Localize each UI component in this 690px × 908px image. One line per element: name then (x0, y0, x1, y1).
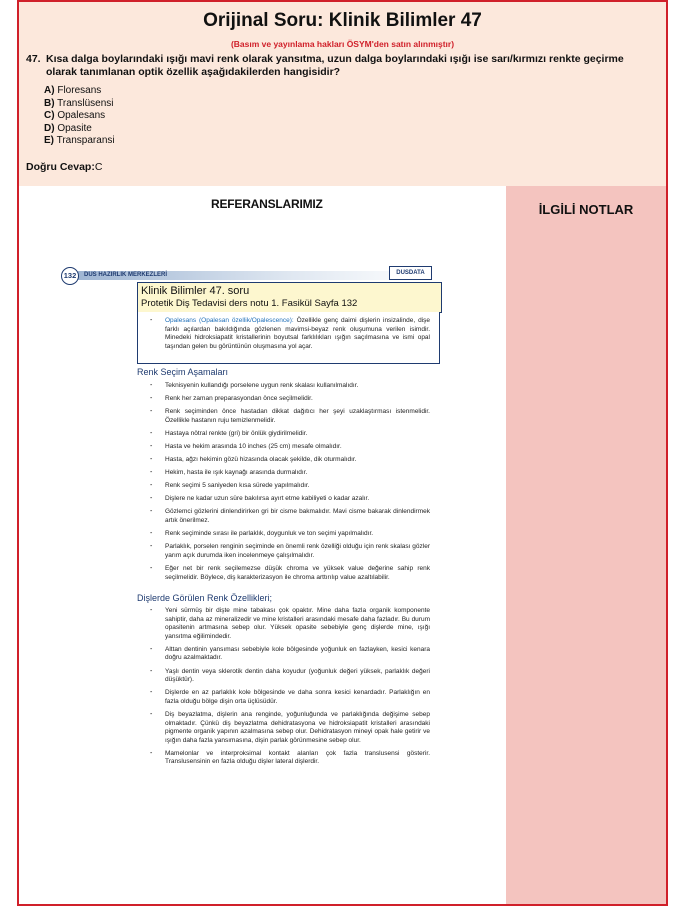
list-item: - Hasta ve hekim arasında 10 inches (25 cm) mesafe olmalıdır. (150, 443, 430, 452)
list-item: - Gözlemci gözlerini dinlendirirken gri bir cisme bakmalıdır. Mavi cisme bakarak dinlendirmek artık önerilmez. (150, 508, 430, 525)
list-item: - Alttan dentinin yansıması sebebiyle kole bölgesinde yoğunluk en fazlayken, kesici kenara doğru azalmaktadır. (150, 645, 430, 662)
question-body: Kısa dalga boylarındaki ışığı mavi renk olarak yansıtma, uzun dalga boylarındaki ışığı ise sarı/kırmızı renkte geçirme olarak tanımlanan optik özellik aşağıdakilerden hangisidir? (46, 53, 624, 78)
list-item: - Hasta, ağzı hekimin gözü hizasında olacak şekilde, dik oturmalıdır. (150, 456, 430, 465)
option-text: Transparansi (56, 135, 115, 146)
copyright-notice: (Basım ve yayınlama hakları ÖSYM'den satın alınmıştır) (230, 39, 455, 49)
list-item-text: Eğer net bir renk seçilemezse düşük chroma ve yüksek value değerine sahip renk seçilmelidir. Böylece, diş karakterizasyon ile chroma arttırılıp value azaltılabilir. (165, 564, 430, 581)
opalescence-term: Opalesans (Opalesan özellik/Opalescence): (165, 317, 294, 324)
publisher-logo: DUSDATA (389, 266, 432, 280)
option-text: Opalesans (57, 110, 106, 121)
option-text: Floresans (57, 85, 102, 96)
opalescence-text: Özellikle genç daimi dişlerin insizalinde, dişe farklı açılardan bakıldığında gözlenen mavimsi-beyaz renk oluşumuna verilen isimdir. Minedeki hidroksiapatit kristallerinin boyutsal farklılıkları ışığın saçılmasına ve ismi opal taşından gelen bu görüntünün oluşmasına yol açar. (165, 317, 430, 350)
list-item: - Renk seçiminden önce hastadan dikkat dağıtıcı her şeyi uzaklaştırması istenmelidir. Özellikle hastanın ruju temizlenmelidir. (150, 408, 430, 424)
list-item-text: Hekim, hasta ile ışık kaynağı arasında durmalıdır. (165, 469, 308, 477)
list-item-text: Dişlere ne kadar uzun süre bakılırsa ayırt etme kabiliyeti o kadar azalır. (165, 495, 370, 503)
list-item-text: Gözlemci gözlerini dinlendirirken gri bir cisme bakmalıdır. Mavi cisme bakarak dinlendirmek artık önerilmez. (165, 508, 430, 525)
list-item: - Yeni sürmüş bir dişte mine tabakası çok opaktır. Mine daha fazla organik komponente sahiptir, daha az mineralizedir ve mine kristalleri arasındaki mesafe daha fazladır. Bu durum opasitenin artmasına sebep olur. Yüksek opasite sebebiyle genç dişlerde mine, ışığı yansıtma eğilimindedir. (150, 607, 430, 640)
list-item-text: Dişlerde en az parlaklık kole bölgesinde ve daha sonra kesici kenardadır. Parlaklığın en fazla olduğu bölge dişin orta üçlüsüdür. (165, 689, 430, 705)
list-item-text: Renk seçiminden önce hastadan dikkat dağıtıcı her şeyi uzaklaştırması istenmelidir. Özellikle hastanın ruju temizlenmelidir. (165, 408, 430, 424)
book-page-number: 132 (61, 267, 79, 285)
list-item: - Renk seçimi 5 saniyeden kısa sürede yapılmalıdır. (150, 482, 430, 491)
book-header-text: DUS HAZIRLIK MERKEZLERİ (84, 272, 167, 278)
list-item: - Dişlerde en az parlaklık kole bölgesinde ve daha sonra kesici kenardadır. Parlaklığın en fazla olduğu bölge dişin orta üçlüsüdür. (150, 689, 430, 705)
list-item-text: Mamelonlar ve interproksimal kontakt alanları çok fazla translusensi gösterir. Translusensinin en fazla olduğu dişler lateral dişlerdir. (165, 749, 430, 766)
option-letter: C) (44, 110, 55, 121)
option-text: Translüsensi (57, 97, 114, 109)
list-item: - Dişlere ne kadar uzun süre bakılırsa ayırt etme kabiliyeti o kadar azalır. (150, 495, 430, 504)
option-letter: E) (44, 135, 54, 146)
list-item: - Renk seçiminde sırası ile parlaklık, doygunluk ve ton seçimi yapılmalıdır. (150, 530, 430, 539)
list-item-text: Yeni sürmüş bir dişte mine tabakası çok opaktır. Mine daha fazla organik komponente sahiptir, daha az mineralizedir ve mine kristalleri arasındaki mesafe daha fazladır. Bu durum opasitenin artmasına sebep olur. Yüksek opasite sebebiyle genç dişlerde mine, ışığı yansıtma eğilimindedir. (165, 607, 430, 640)
list-item-text: Renk seçiminde sırası ile parlaklık, doygunluk ve ton seçimi yapılmalıdır. (165, 530, 374, 538)
list-item-text: Hasta, ağzı hekimin gözü hizasında olacak şekilde, dik oturmalıdır. (165, 456, 357, 464)
option-letter: D) (44, 122, 55, 134)
list-item: - Parlaklık, porselen renginin seçiminde en önemli renk özelliği olduğu için renk skalası gözler yarım açık durumda iken incelenmeye çalışılmalıdır. (150, 543, 430, 559)
option-letter: B) (44, 97, 55, 109)
page-border (17, 0, 668, 906)
list-item-text: Hastaya nötral renkte (gri) bir önlük giydirilmelidir. (165, 429, 308, 437)
reference-line-2: Protetik Diş Tedavisi ders notu 1. Fasikül Sayfa 132 (141, 298, 358, 309)
list-item-text: Parlaklık, porselen renginin seçiminde en önemli renk özelliği olduğu için renk skalası gözler yarım açık durumda iken incelenmeye çalışılmalıdır. (165, 543, 430, 559)
section-title-tooth-color: Dişlerde Görülen Renk Özellikleri; (137, 593, 273, 603)
answer-label: Doğru Cevap: (26, 161, 95, 173)
list-item: - Teknisyenin kullandığı porselene uygun renk skalası kullanılmalıdır. (150, 382, 430, 391)
list-item: - Diş beyazlatma, dişlerin ana renginde, yoğunluğunda ve parlaklığında değişime sebep olmaktadır. Çünkü diş beyazlatma dehidratasyona ve hidroksiapatit kristalleri arasındaki pigmente organik yapının azalmasına sebep olur. Dehidratasyon mineyi opak hale getirir ve ışığın daha fazla yansımasına, dişin parlak görünmesine sebep olur. (150, 710, 430, 744)
list-item: - Renk her zaman preparasyondan önce seçilmelidir. (150, 395, 430, 404)
list-item: - Hastaya nötral renkte (gri) bir önlük giydirilmelidir. (150, 430, 430, 439)
list-item-text: Diş beyazlatma, dişlerin ana renginde, yoğunluğunda ve parlaklığında değişime sebep olmaktadır. Çünkü diş beyazlatma dehidratasyona ve hidroksiapatit kristalleri arasındaki pigmente organik yapının azalmasına sebep olur. Dehidratasyon mineyi opak hale getirir ve ışığın daha fazla yansımasına, dişin parlak görünmesine sebep olur. (165, 710, 430, 744)
list-item: - Mamelonlar ve interproksimal kontakt alanları çok fazla translusensi gösterir. Translusensinin en fazla olduğu dişler lateral dişlerdir. (150, 749, 430, 766)
opalescence-box: - Opalesans (Opalesan özellik/Opalescence): Özellikle genç daimi dişlerin insizalinde, dişe farklı açılardan bakıldığında gözlenen mavimsi-beyaz renk oluşumuna verilen isimdir. Minedeki hidroksiapatit kristallerinin boyutsal farklılıkları ışığın saçılmasına ve ismi opal taşından gelen bu görüntünün oluşmasına yol açar. (137, 312, 440, 364)
list-item: - Hekim, hasta ile ışık kaynağı arasında durmalıdır. (150, 469, 430, 478)
list-item-text: Renk seçimi 5 saniyeden kısa sürede yapılmalıdır. (165, 482, 310, 490)
list-item-text: Renk her zaman preparasyondan önce seçilmelidir. (165, 395, 313, 403)
list-item-text: Hasta ve hekim arasında 10 inches (25 cm) mesafe olmalıdır. (165, 442, 342, 450)
list-item-text: Yaşlı dentin veya sklerotik dentin daha koyudur (yoğunluk değeri yüksek, parlaklık değeri düşüktür). (165, 667, 430, 684)
question-number: 47. (26, 53, 41, 65)
page-title: Orijinal Soru: Klinik Bilimler 47 (203, 10, 482, 31)
list-item: - Eğer net bir renk seçilemezse düşük chroma ve yüksek value değerine sahip renk seçilmelidir. Böylece, diş karakterizasyon ile chroma arttırılıp value azaltılabilir. (150, 564, 430, 581)
list-item-text: Teknisyenin kullandığı porselene uygun renk skalası kullanılmalıdır. (165, 382, 359, 389)
list-item-text: Alttan dentinin yansıması sebebiyle kole bölgesinde yoğunluk en fazlayken, kesici kenara doğru azalmaktadır. (165, 645, 430, 662)
answer-value: C (94, 161, 103, 173)
notes-title: İLGİLİ NOTLAR (538, 202, 634, 217)
reference-line-1: Klinik Bilimler 47. soru (141, 285, 250, 297)
option-text: Opasite (57, 122, 92, 134)
references-title: REFERANSLARIMIZ (211, 197, 323, 211)
section-title-shade-selection: Renk Seçim Aşamaları (137, 367, 229, 377)
option-letter: A) (44, 85, 55, 96)
list-item: - Yaşlı dentin veya sklerotik dentin daha koyudur (yoğunluk değeri yüksek, parlaklık değeri düşüktür). (150, 667, 430, 684)
